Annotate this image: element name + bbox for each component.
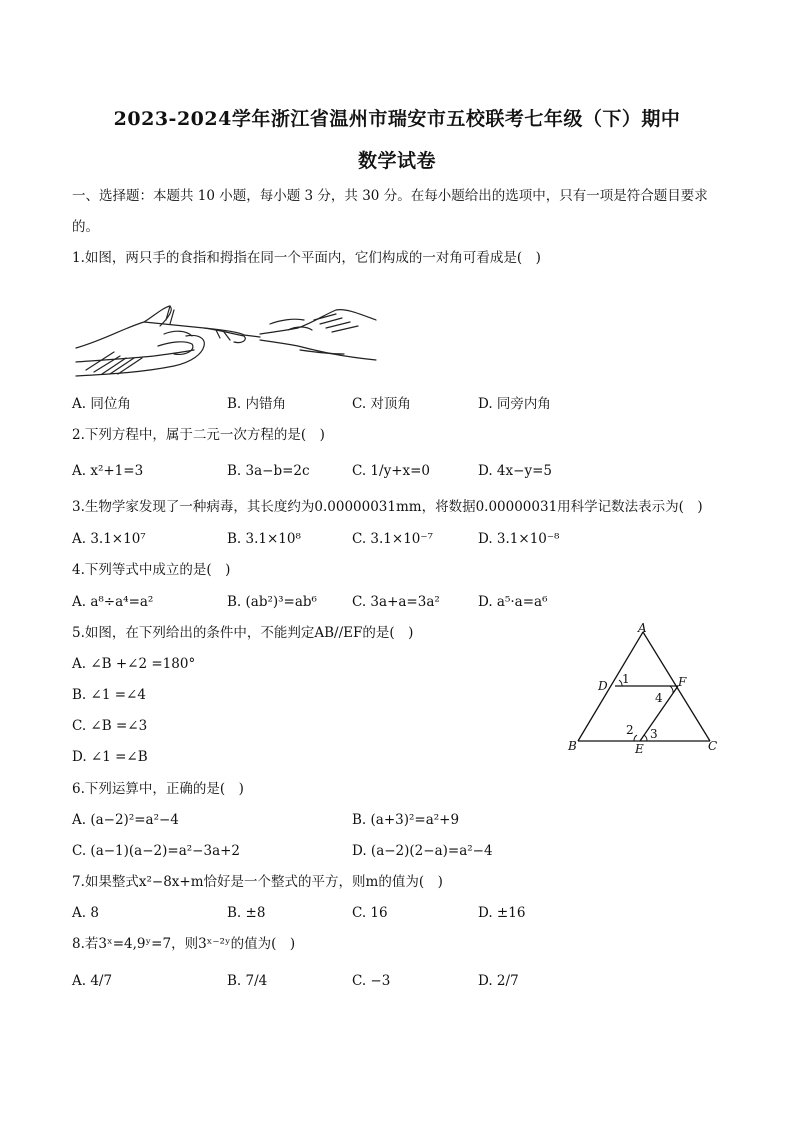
section-instructions-line1: 一、选择题：本题共 10 小题，每小题 3 分，共 30 分。在每小题给出的选项中，只有一项是符合题目要求 [72, 188, 708, 204]
q4-option-d: D. a⁵·a=a⁶ [478, 594, 548, 610]
q5-option-d: D. ∠1 =∠B [72, 749, 148, 765]
q1-option-c: C. 对顶角 [352, 396, 411, 412]
q4-option-a: A. a⁸÷a⁴=a² [72, 594, 154, 610]
q6-option-d: D. (a−2)(2−a)=a²−4 [352, 843, 493, 859]
q7-stem: 7.如果整式x²−8x+m恰好是一个整式的平方，则m的值为( ) [72, 874, 443, 890]
q7-option-b: B. ±8 [227, 905, 266, 921]
label-4: 4 [655, 691, 663, 705]
label-1: 1 [622, 672, 630, 686]
exam-title-line2: 数学试卷 [357, 150, 436, 172]
label-D: D [598, 679, 608, 693]
q6-option-b: B. (a+3)²=a²+9 [352, 812, 460, 828]
q3-option-c: C. 3.1×10⁻⁷ [352, 531, 433, 547]
q4-option-b: B. (ab²)³=ab⁶ [227, 594, 317, 610]
q8-option-d: D. 2/7 [478, 973, 519, 989]
q7-option-a: A. 8 [72, 905, 99, 921]
q3-option-a: A. 3.1×10⁷ [72, 531, 146, 547]
q8-option-b: B. 7/4 [227, 973, 268, 989]
q2-option-b: B. 3a−b=2c [227, 463, 310, 479]
label-E: E [635, 742, 644, 756]
label-3: 3 [650, 727, 658, 741]
q5-option-a: A. ∠B +∠2 =180° [72, 656, 196, 672]
q2-option-d: D. 4x−y=5 [478, 463, 552, 479]
q8-option-c: C. −3 [352, 973, 391, 989]
q7-option-d: D. ±16 [478, 905, 526, 921]
q7-option-c: C. 16 [352, 905, 388, 921]
label-2: 2 [626, 723, 634, 737]
exam-title-line1: 2023-2024学年浙江省温州市瑞安市五校联考七年级（下）期中 [113, 108, 681, 130]
q5-stem: 5.如图，在下列给出的条件中，不能判定AB//EF的是( ) [72, 625, 414, 641]
section-instructions-line2: 的。 [72, 219, 99, 235]
q1-option-b: B. 内错角 [227, 396, 287, 412]
label-F: F [678, 675, 687, 689]
q4-stem: 4.下列等式中成立的是( ) [72, 562, 231, 578]
q3-option-b: B. 3.1×10⁸ [227, 531, 301, 547]
q2-option-a: A. x²+1=3 [72, 463, 144, 479]
label-B: B [568, 739, 577, 753]
q8-option-a: A. 4/7 [72, 973, 113, 989]
q2-option-c: C. 1/y+x=0 [352, 463, 431, 479]
q5-option-b: B. ∠1 =∠4 [72, 687, 146, 703]
q6-option-a: A. (a−2)²=a²−4 [72, 812, 179, 828]
q1-option-d: D. 同旁内角 [478, 396, 551, 412]
q1-stem: 1.如图，两只手的食指和拇指在同一个平面内，它们构成的一对角可看成是( ) [72, 250, 541, 266]
q6-stem: 6.下列运算中，正确的是( ) [72, 781, 244, 797]
q1-option-a: A. 同位角 [72, 396, 131, 412]
label-A: A [638, 621, 647, 635]
q4-option-c: C. 3a+a=3a² [352, 594, 440, 610]
q2-stem: 2.下列方程中，属于二元一次方程的是( ) [72, 427, 325, 443]
label-C: C [708, 739, 718, 753]
q5-triangle-figure [560, 620, 730, 760]
q3-option-d: D. 3.1×10⁻⁸ [478, 531, 560, 547]
q1-hands-figure [74, 300, 378, 382]
q5-option-c: C. ∠B =∠3 [72, 718, 148, 734]
q3-stem: 3.生物学家发现了一种病毒，其长度约为0.0000003​1mm，将数据0.0000003​1用科学记数法表示为( ) [72, 499, 703, 515]
q8-stem: 8.若3ˣ=4,9ʸ=7，则3ˣ⁻²ʸ的值为( ) [72, 936, 296, 952]
q6-option-c: C. (a−1)(a−2)=a²−3a+2 [72, 843, 241, 859]
